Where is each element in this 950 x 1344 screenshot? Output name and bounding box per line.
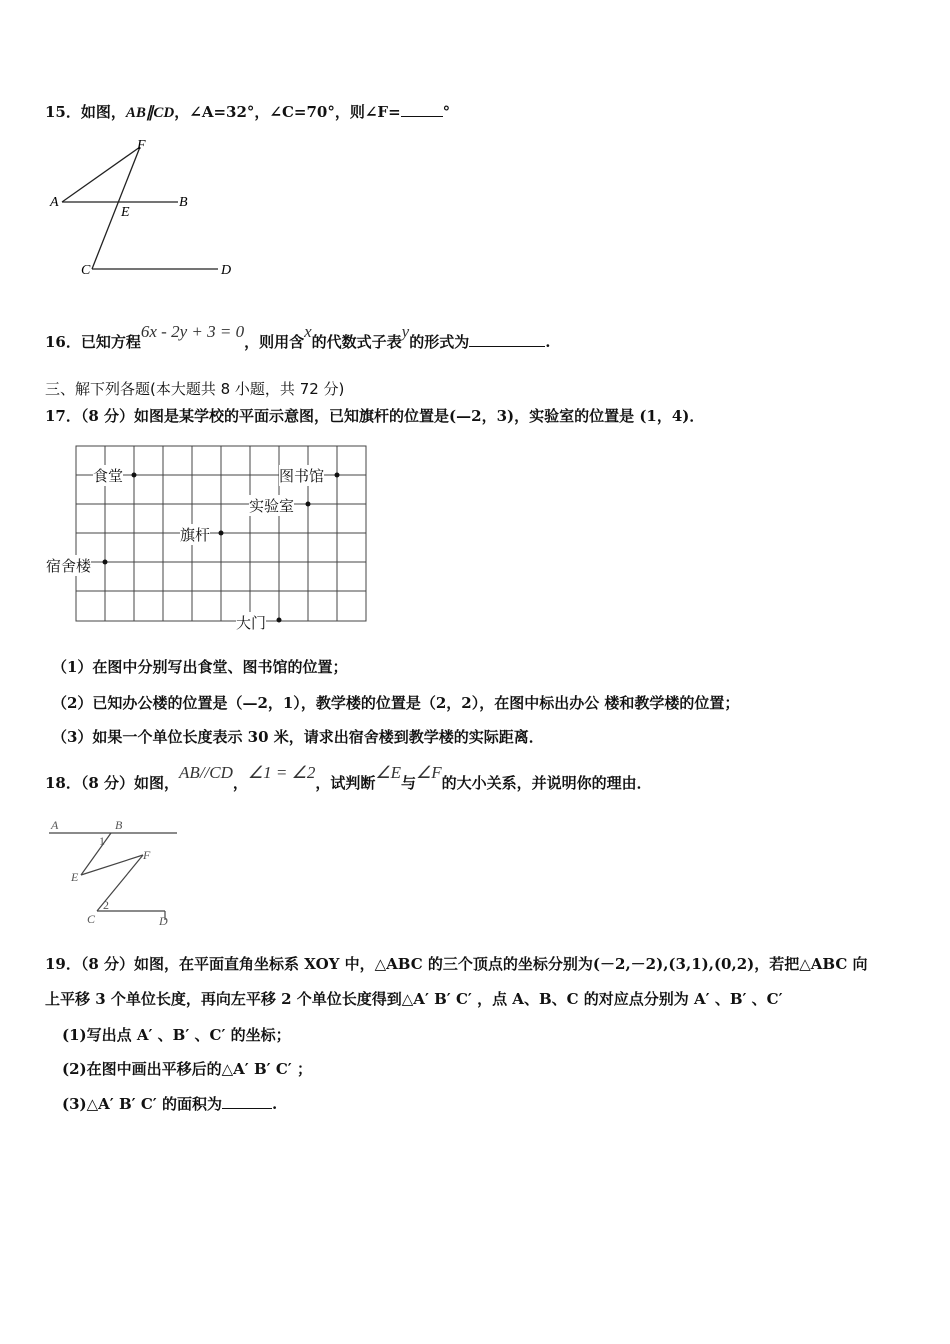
q18-label-b: B: [115, 818, 123, 832]
q17-sub3: （3）如果一个单位长度表示 30 米，请求出宿舍楼到教学楼的实际距离．: [52, 728, 544, 746]
q15-label-c: C: [81, 263, 91, 278]
q15-label-e: E: [121, 205, 130, 220]
q18-segment-ef: [81, 855, 143, 875]
q19-text1: （8 分）如图，在平面直角坐标系 XOY 中，△ABC 的三个顶点的坐标分别为(－2,－2),(3,1),(0,2)，若把△ABC 向: [80, 955, 868, 973]
q19-sub1: (1)写出点 A′ 、B′ 、C′ 的坐标；: [62, 1026, 291, 1044]
q19-sub3-end: .: [271, 1095, 278, 1113]
q19-sub3: [62, 1093, 277, 1115]
q18-angle-f: ∠F: [416, 763, 442, 782]
q18-given1: AB//CD: [179, 763, 233, 782]
q16-line: [45, 322, 551, 353]
q18-given2: ∠1 = ∠2: [247, 763, 316, 782]
q18-suffix: 的大小关系，并说明你的理由．: [441, 774, 652, 792]
q15-label-d: D: [221, 263, 232, 278]
library-point: [335, 473, 340, 478]
q15-angle-a: ，∠A=32°，: [174, 103, 270, 121]
q18-label-d: D: [159, 914, 168, 928]
q18-label-e: E: [71, 870, 79, 884]
q15-unit: °: [442, 103, 451, 121]
q18-label-a: A: [51, 818, 59, 832]
q17-text: （8 分）如图是某学校的平面示意图，已知旗杆的位置是(—2，3)，实验室的位置是 (1，4)．: [80, 407, 705, 425]
dorm-point: [103, 560, 108, 565]
q15-prefix: 如图，: [80, 103, 126, 121]
q19-number: 19．: [45, 955, 81, 973]
q19-sub2: (2)在图中画出平移后的△A′ B′ C′ ；: [62, 1060, 312, 1078]
q18-segment-be: [81, 833, 111, 875]
q18-figure: [45, 815, 185, 930]
q15-segment-af: [62, 147, 140, 202]
q15-ask: 则∠F=: [349, 103, 401, 121]
q18-label-c: C: [87, 912, 96, 926]
q18-mid: ，试判断: [315, 774, 376, 792]
q18-number: 18．: [45, 774, 81, 792]
q19-line1: [45, 953, 868, 975]
q15-label-a: A: [50, 195, 59, 210]
q17-line: [45, 405, 704, 427]
q16-equation: 6x - 2y + 3 = 0: [140, 322, 245, 341]
q15-number: 15．: [45, 103, 81, 121]
q15-segment-fc: [92, 147, 140, 269]
q15-angle-c: ∠C=70°，: [269, 103, 350, 121]
q18-line: [45, 763, 652, 794]
q19-answer-blank[interactable]: [222, 1094, 272, 1109]
q17-sub2: （2）已知办公楼的位置是（—2，1），教学楼的位置是（2，2），在图中标出办公 楼和教学楼的位置；: [52, 694, 740, 712]
q16-suffix: 的形式为: [409, 333, 470, 351]
q19-line2: 上平移 3 个单位长度，再向左平移 2 个单位长度得到△A′ B′ C′ ，点 A、B、C 的对应点分别为 A′ 、B′ 、C′: [45, 990, 783, 1008]
q15-label-f: F: [137, 138, 146, 153]
q16-mid2: 的代数式子表: [311, 333, 402, 351]
label-flagpole: 旗杆: [180, 526, 211, 544]
q18-angle-e: ∠E: [375, 763, 401, 782]
gate-point: [277, 618, 282, 623]
label-lab: 实验室: [249, 497, 295, 515]
q17-sub1: （1）在图中分别写出食堂、图书馆的位置；: [52, 658, 348, 676]
q16-var-x: x: [304, 322, 312, 341]
q15-figure: [40, 135, 250, 285]
q15-line: [45, 101, 450, 124]
label-canteen: 食堂: [93, 467, 124, 485]
q18-and: 与: [401, 774, 417, 792]
q16-end: .: [545, 333, 551, 351]
q17-number: 17．: [45, 407, 81, 425]
q16-answer-blank[interactable]: [469, 332, 545, 347]
q18-comma1: ，: [232, 774, 248, 792]
label-dorm: 宿舍楼: [46, 557, 92, 575]
q15-given: AB∥CD: [125, 105, 175, 121]
q18-label-f: F: [143, 848, 151, 862]
canteen-point: [132, 473, 137, 478]
label-library: 图书馆: [279, 467, 325, 485]
flagpole-point: [219, 531, 224, 536]
q15-answer-blank[interactable]: [401, 102, 443, 117]
q19-sub3-prefix: (3)△A′ B′ C′ 的面积为: [62, 1095, 222, 1113]
lab-point: [306, 502, 311, 507]
q16-var-y: y: [401, 322, 410, 341]
section-3-title: 三、解下列各题(本大题共 8 小题，共 72 分): [45, 380, 345, 398]
q18-label-1: 1: [99, 834, 105, 848]
q16-mid1: ，则用含: [244, 333, 305, 351]
q16-number: 16．: [45, 333, 81, 351]
q18-prefix: （8 分）如图，: [80, 774, 180, 792]
q15-label-b: B: [179, 195, 188, 210]
q18-label-2: 2: [103, 898, 109, 912]
q16-prefix: 已知方程: [80, 333, 141, 351]
label-gate: 大门: [236, 614, 267, 632]
